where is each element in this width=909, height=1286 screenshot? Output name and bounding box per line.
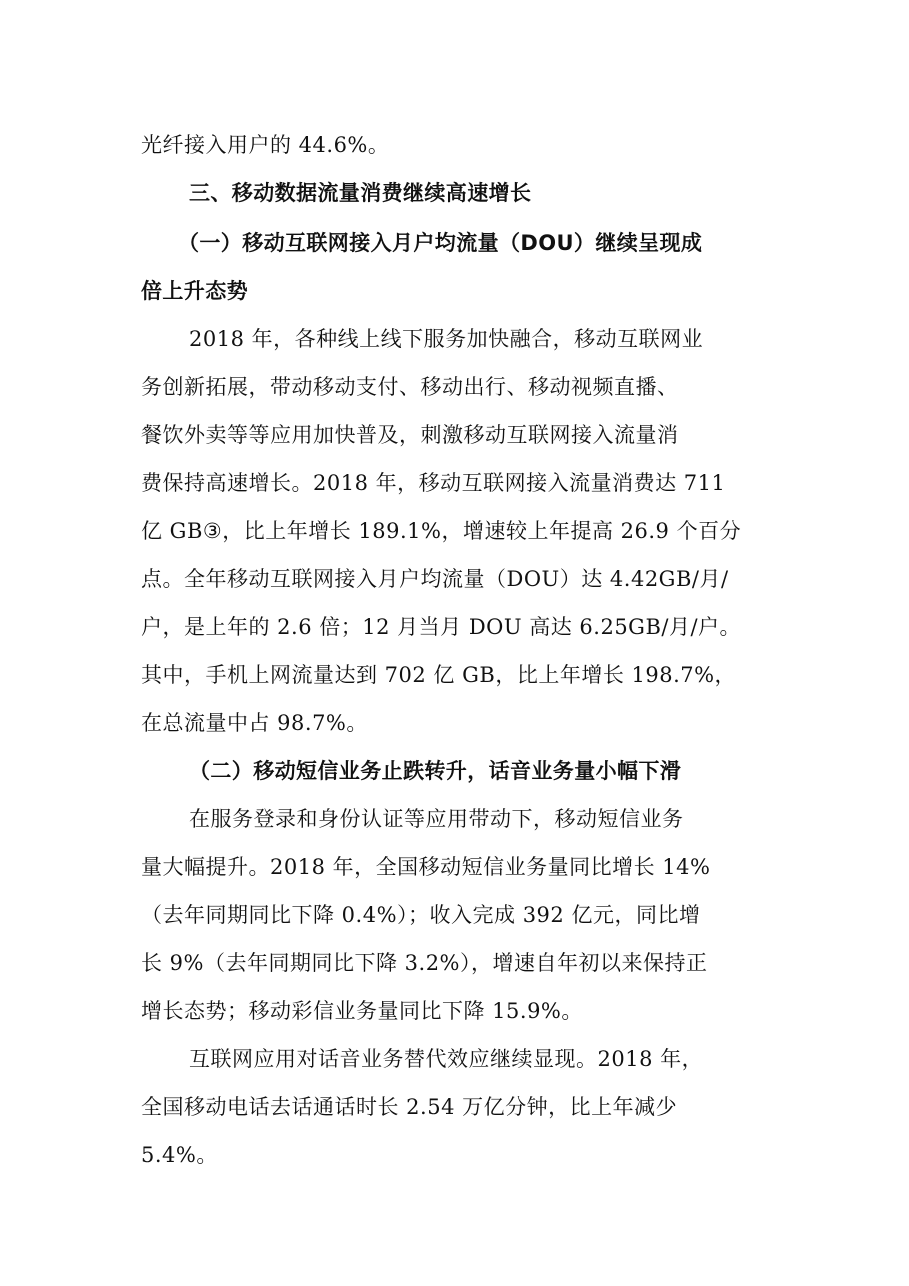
paragraph-line: 点。全年移动互联网接入月户均流量（DOU）达 4.42GB/月/ xyxy=(141,567,729,591)
paragraph-line: 亿 GB③，比上年增长 189.1%，增速较上年提高 26.9 个百分 xyxy=(141,519,742,543)
paragraph-line: 量大幅提升。2018 年，全国移动短信业务量同比增长 14% xyxy=(141,855,711,879)
paragraph-line: 费保持高速增长。2018 年，移动互联网接入流量消费达 711 xyxy=(141,471,726,495)
paragraph-line: 在服务登录和身份认证等应用带动下，移动短信业务 xyxy=(189,807,684,831)
section-heading: 三、移动数据流量消费继续高速增长 xyxy=(189,181,532,205)
paragraph-line: （去年同期同比下降 0.4%）；收入完成 392 亿元，同比增 xyxy=(141,903,701,927)
paragraph-line: 在总流量中占 98.7%。 xyxy=(141,711,368,735)
paragraph-line: 增长态势；移动彩信业务量同比下降 15.9%。 xyxy=(141,999,583,1023)
paragraph-line: 长 9%（去年同期同比下降 3.2%），增速自年初以来保持正 xyxy=(141,951,708,975)
subsection-heading-line: 倍上升态势 xyxy=(141,279,248,303)
subsection-heading-line: （二）移动短信业务止跌转升，话音业务量小幅下滑 xyxy=(189,759,682,783)
paragraph-line: 务创新拓展，带动移动支付、移动出行、移动视频直播、 xyxy=(141,375,679,399)
paragraph-line: 其中，手机上网流量达到 702 亿 GB，比上年增长 198.7%， xyxy=(141,663,737,687)
subsection-heading-line: （一）移动互联网接入月户均流量（DOU）继续呈现成 xyxy=(178,231,703,255)
paragraph-line: 全国移动电话去话通话时长 2.54 万亿分钟，比上年减少 xyxy=(141,1095,678,1119)
paragraph-line: 光纤接入用户的 44.6%。 xyxy=(141,133,390,157)
paragraph-line: 户，是上年的 2.6 倍；12 月当月 DOU 高达 6.25GB/月/户。 xyxy=(141,615,742,639)
paragraph-line: 2018 年，各种线上线下服务加快融合，移动互联网业 xyxy=(189,327,704,351)
paragraph-line: 互联网应用对话音业务替代效应继续显现。2018 年， xyxy=(189,1047,704,1071)
paragraph-line: 5.4%。 xyxy=(141,1143,218,1167)
paragraph-line: 餐饮外卖等等应用加快普及，刺激移动互联网接入流量消 xyxy=(141,423,679,447)
